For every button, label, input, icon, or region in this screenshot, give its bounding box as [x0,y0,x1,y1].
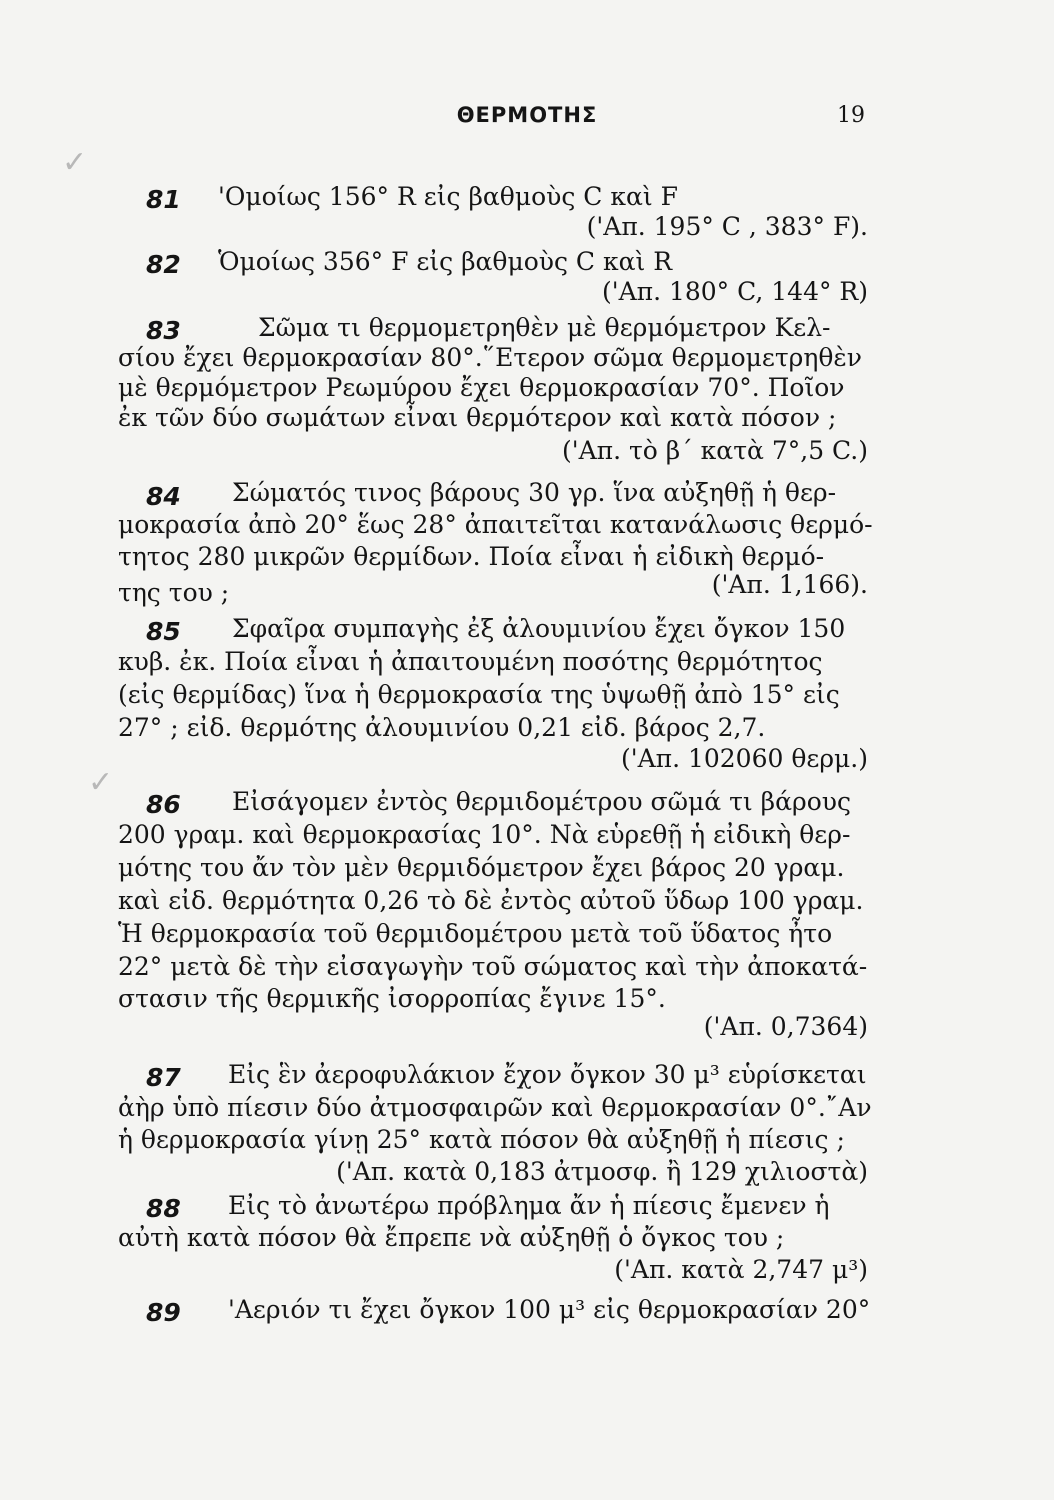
problem-text-line: Εἰσάγομεν ἐντὸς θερμιδομέτρου σῶμά τι βάρους [232,787,851,816]
problem-text-line: Εἰς τὸ ἀνωτέρω πρόβλημα ἄν ἡ πίεσις ἔμενεν ἡ [228,1191,830,1220]
problem-text-line: τητος 280 μικρῶν θερμίδων. Ποία εἶναι ἡ εἰδικὴ θερμό- [118,542,825,571]
pencil-mark: ✓ [62,145,88,180]
page-title: ΘΕΡΜΟΤΗΣ [456,103,598,127]
problem-text-line: στασιν τῆς θερμικῆς ἰσορροπίας ἔγινε 15°. [118,984,666,1013]
problem-text-line: Σῶμα τι θερμομετρηθὲν μὲ θερμόμετρον Κελ- [258,313,831,342]
problem-text-line: 27° ; εἰδ. θερμότης ἀλουμινίου 0,21 εἰδ. βάρος 2,7. [118,713,766,742]
problem-number: 86 [146,790,181,819]
problem-number: 85 [146,617,181,646]
problem-answer: ('Απ. τὸ β΄ κατὰ 7°,5 C.) [561,436,868,465]
problem-text-line: καὶ εἰδ. θερμότητα 0,26 τὸ δὲ ἐντὸς αὐτοῦ ὕδωρ 100 γραμ. [118,886,864,915]
problem-text-line: Ἡ θερμοκρασία τοῦ θερμιδομέτρου μετὰ τοῦ ὕδατος ἦτο [118,919,833,948]
problem-text-line: σίου ἔχει θερμοκρασίαν 80°.῞Ετερον σῶμα θερμομετρηθὲν [118,343,863,372]
pencil-mark: ✓ [88,765,114,800]
problem-text-line: 22° μετὰ δὲ τὴν εἰσαγωγὴν τοῦ σώματος καὶ τὴν ἀποκατά- [118,952,868,981]
problem-answer: ('Απ. κατὰ 2,747 μ³) [614,1255,868,1284]
problem-text-line: μότης του ἄν τὸν μὲν θερμιδόμετρον ἔχει βάρος 20 γραμ. [118,853,845,882]
problem-text-line: Σφαῖρα συμπαγὴς ἐξ ἀλουμινίου ἔχει ὄγκον 150 [232,614,846,643]
problem-text-line: κυβ. ἐκ. Ποία εἶναι ἡ ἀπαιτουμένη ποσότης θερμότητος [118,647,823,676]
problem-number: 83 [146,316,181,345]
problem-text-line: 'Ομοίως 156° R εἰς βαθμοὺς C καὶ F [218,182,678,211]
problem-text-line: της του ; [118,578,230,607]
problem-text-line: μοκρασία ἀπὸ 20° ἕως 28° ἀπαιτεῖται κατανάλωσις θερμό- [118,510,873,539]
problem-text-line: Σώματός τινος βάρους 30 γρ. ἵνα αὐξηθῇ ἡ θερ- [232,478,837,507]
problem-text-line: 'Αεριόν τι ἔχει ὄγκον 100 μ³ εἰς θερμοκρασίαν 20° [228,1295,871,1324]
problem-text-line: μὲ θερμόμετρον Ρεωμύρου ἔχει θερμοκρασίαν 70°. Ποῖον [118,373,845,402]
problem-text-line: ἀὴρ ὑπὸ πίεσιν δύο ἀτμοσφαιρῶν καὶ θερμοκρασίαν 0°.῎Αν [118,1093,872,1122]
problem-number: 88 [146,1194,181,1223]
problem-number: 81 [146,185,181,214]
problem-text-line: ἐκ τῶν δύο σωμάτων εἶναι θερμότερον καὶ κατὰ πόσον ; [118,403,837,432]
problem-answer: ('Απ. 195° C , 383° F). [586,212,868,241]
problem-text-line: αὐτὴ κατὰ πόσον θὰ ἔπρεπε νὰ αὐξηθῇ ὁ ὄγκος του ; [118,1223,785,1252]
problem-answer: ('Απ. κατὰ 0,183 ἀτμοσφ. ἢ 129 χιλιοστὰ) [336,1157,868,1186]
problem-number: 82 [146,250,181,279]
problem-number: 87 [146,1063,181,1092]
problem-text-line: Ὁμοίως 356° F εἰς βαθμοὺς C καὶ R [218,247,673,276]
problem-number: 84 [146,482,181,511]
problem-text-line: ἡ θερμοκρασία γίνῃ 25° κατὰ πόσον θὰ αὐξηθῇ ἡ πίεσις ; [118,1125,845,1154]
problem-text-line: 200 γραμ. καὶ θερμοκρασίας 10°. Νὰ εὑρεθῇ ἡ εἰδικὴ θερ- [118,820,851,849]
problem-number: 89 [146,1298,181,1327]
problem-answer: ('Απ. 0,7364) [703,1012,868,1041]
problem-answer: ('Απ. 1,166). [711,570,868,599]
problem-text-line: (εἰς θερμίδας) ἵνα ἡ θερμοκρασία της ὑψωθῇ ἀπὸ 15° εἰς [118,680,840,709]
page-number: 19 [837,103,865,128]
problem-text-line: Εἰς ἓν ἀεροφυλάκιον ἔχον ὄγκον 30 μ³ εὑρίσκεται [228,1060,867,1089]
problem-answer: ('Απ. 180° C, 144° R) [601,277,868,306]
problem-answer: ('Απ. 102060 θερμ.) [620,744,868,773]
